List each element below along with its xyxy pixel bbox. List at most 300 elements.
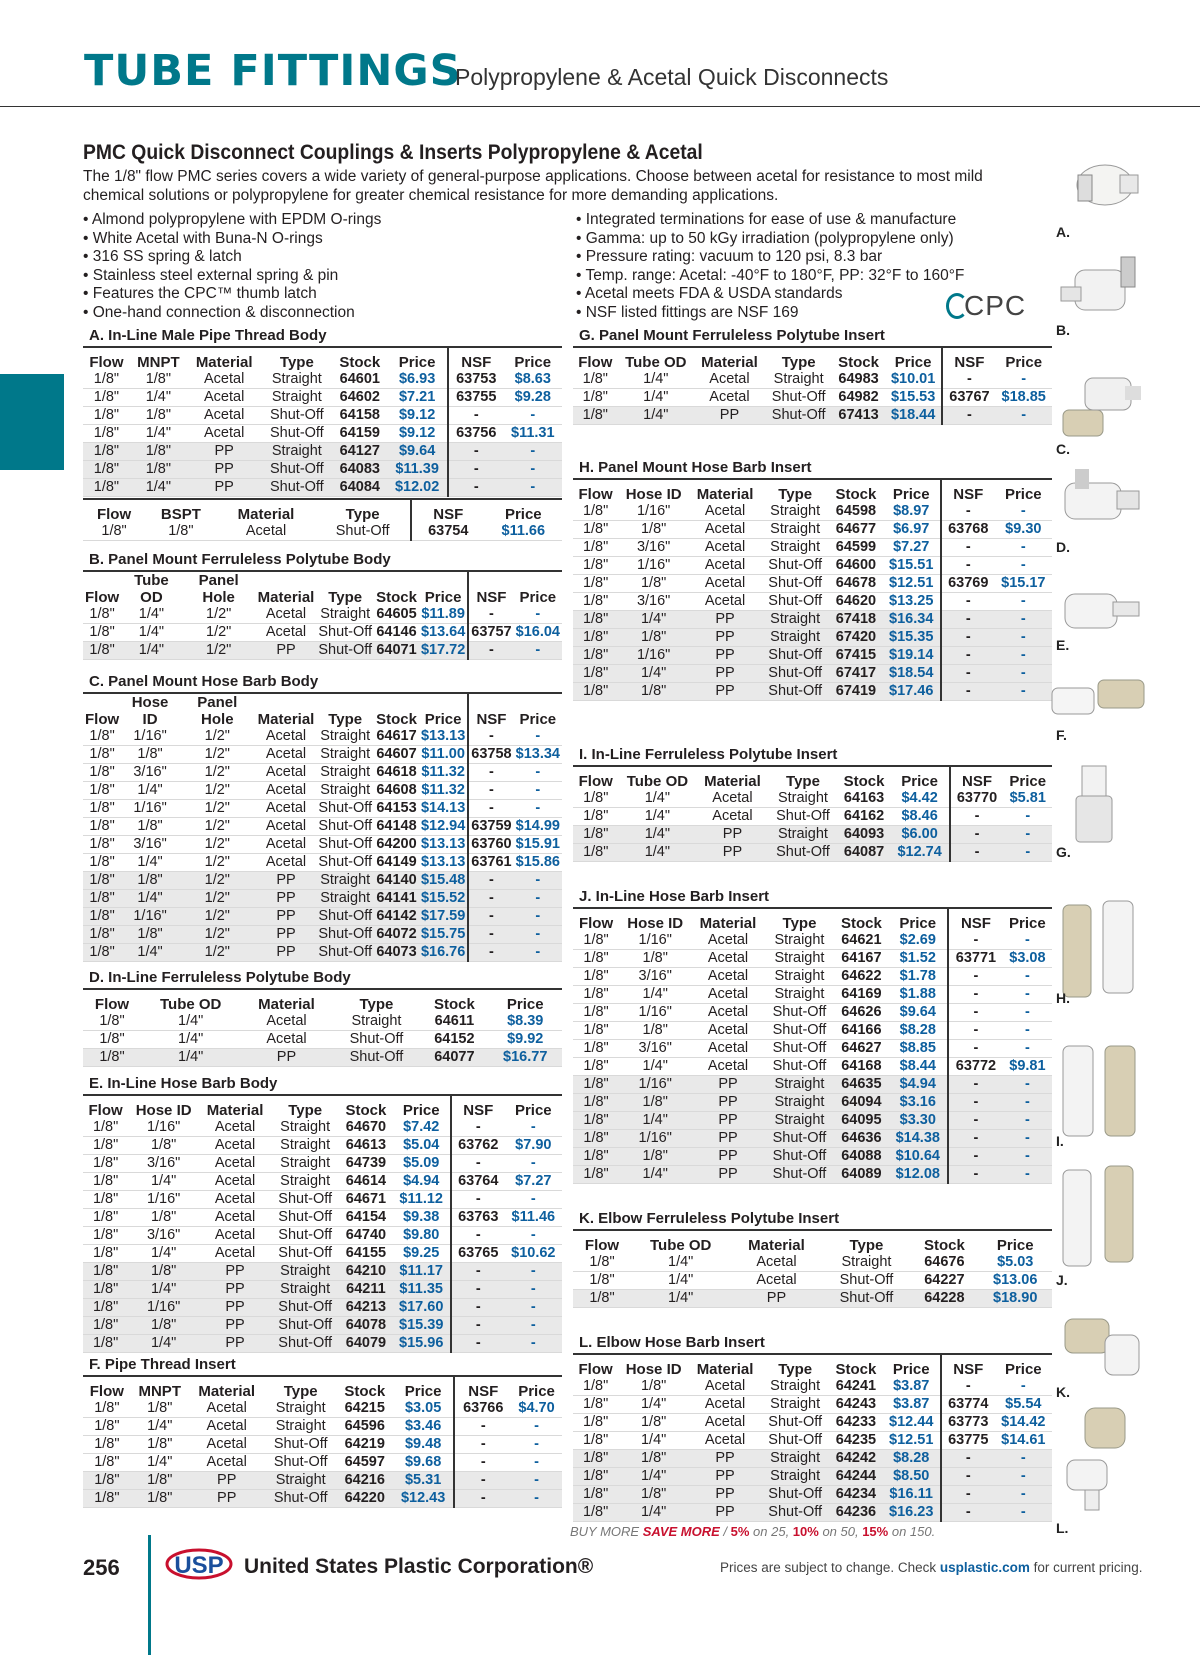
table-row: [573, 371, 1052, 389]
table-cell: Straight: [271, 1119, 339, 1137]
table-cell: -: [995, 1504, 1052, 1522]
table-row: [573, 1414, 1052, 1432]
table-cell: 1/8": [83, 764, 121, 782]
table-cell: 1/8": [83, 818, 121, 836]
table-row: [83, 1155, 562, 1173]
table-cell: -: [514, 890, 562, 908]
column-header: Price: [419, 693, 468, 728]
table-cell: Straight: [765, 932, 835, 950]
table-caption: I. In-Line Ferruleless Polytube Insert: [579, 746, 838, 763]
table-cell: $18.44: [885, 407, 943, 425]
table-cell: Acetal: [696, 790, 768, 808]
table-cell: $9.30: [995, 521, 1052, 539]
table-cell: Acetal: [199, 1137, 271, 1155]
table-cell: PP: [256, 926, 317, 944]
table-cell: 1/4": [618, 1396, 689, 1414]
table-cell: 64127: [332, 443, 387, 461]
table-cell: $15.35: [882, 629, 940, 647]
table-caption: H. Panel Mount Hose Barb Insert: [579, 459, 812, 476]
table-cell: -: [1003, 1094, 1052, 1112]
table-cell: Straight: [265, 1472, 337, 1490]
table-cell: Acetal: [691, 986, 764, 1004]
table-cell: 1/8": [83, 606, 121, 624]
table-cell: 1/8": [573, 629, 618, 647]
table-d: [83, 968, 562, 1067]
table-cell: 64611: [420, 1013, 488, 1031]
table-cell: PP: [199, 1335, 271, 1353]
table-cell: -: [468, 890, 513, 908]
table-cell: 1/8": [128, 1263, 199, 1281]
table-row: [573, 539, 1052, 557]
table-cell: 1/8": [618, 1486, 689, 1504]
table-cell: -: [505, 1335, 562, 1353]
table-cell: 1/2": [179, 872, 256, 890]
table-cell: -: [514, 926, 562, 944]
table-cell: -: [948, 1040, 1003, 1058]
table-cell: Straight: [761, 539, 829, 557]
page-number: 256: [83, 1555, 120, 1580]
table-cell: -: [454, 1490, 511, 1508]
table-cell: 1/4": [131, 1418, 189, 1436]
table-cell: -: [505, 1227, 562, 1245]
table-row: [83, 818, 562, 836]
table-cell: 64227: [910, 1272, 978, 1290]
table-cell: -: [468, 926, 513, 944]
table-row: [83, 1031, 562, 1049]
table-header-row: [573, 766, 1052, 790]
column-header: Hose ID: [618, 479, 689, 503]
column-header: Price: [995, 1354, 1052, 1378]
table-cell: Acetal: [199, 1155, 271, 1173]
table-cell: $15.96: [392, 1335, 450, 1353]
table-cell: 64220: [337, 1490, 393, 1508]
table-cell: $17.60: [392, 1299, 450, 1317]
column-header: Tube OD: [631, 1230, 730, 1254]
column-header: Type: [769, 766, 838, 790]
column-header: Flow: [83, 571, 121, 606]
table-cell: 1/4": [618, 1432, 689, 1450]
table-g: [573, 326, 1052, 425]
table-cell: PP: [189, 1490, 265, 1508]
table-cell: $5.54: [995, 1396, 1052, 1414]
table-cell: 1/8": [83, 944, 121, 962]
table-cell: 1/8": [128, 1209, 199, 1227]
table-cell: Acetal: [256, 836, 317, 854]
column-header: Stock: [337, 1376, 393, 1400]
table-cell: Straight: [316, 764, 374, 782]
table-cell: 64614: [339, 1173, 392, 1191]
table-cell: 1/8": [83, 1155, 128, 1173]
column-header: Price: [1003, 908, 1052, 932]
table-cell: $8.46: [891, 808, 950, 826]
table-row: [573, 1022, 1052, 1040]
table-cell: -: [1003, 1130, 1052, 1148]
table-cell: 1/4": [128, 1281, 199, 1299]
table-cell: -: [505, 1281, 562, 1299]
column-header: Stock: [834, 908, 888, 932]
table-cell: Acetal: [691, 1004, 764, 1022]
table-cell: 1/8": [121, 926, 179, 944]
table-cell: Shut-Off: [761, 575, 829, 593]
table-cell: Shut-Off: [318, 908, 373, 924]
table-row: [83, 443, 562, 461]
table-cell: 1/2": [179, 818, 256, 836]
table-cell: 1/8": [573, 790, 618, 808]
table-cell: 64078: [339, 1317, 392, 1335]
table-cell: 1/16": [618, 503, 689, 521]
table-cell: 1/8": [573, 826, 618, 844]
table-a2: [83, 498, 562, 541]
table-cell: 1/8": [121, 818, 179, 836]
table-cell: 1/8": [83, 854, 121, 872]
table-cell: $15.53: [885, 389, 943, 407]
table-cell: 1/8": [573, 1396, 618, 1414]
table-cell: 64596: [337, 1418, 393, 1436]
table-cell: 64152: [420, 1031, 488, 1049]
usp-logo-text: USP: [174, 1552, 224, 1579]
table-cell: 64982: [832, 389, 884, 407]
table-cell: 64210: [339, 1263, 392, 1281]
table-cell: 1/8": [83, 1263, 128, 1281]
table-cell: 64241: [829, 1378, 882, 1396]
table-cell: -: [950, 826, 1004, 844]
table-cell: -: [448, 407, 504, 425]
table-cell: 1/2": [179, 836, 256, 854]
table-cell: 63771: [948, 950, 1003, 968]
side-tab: [0, 374, 64, 470]
table-cell: PP: [689, 647, 761, 665]
table-cell: 1/8": [573, 1468, 618, 1486]
table-cell: 64598: [829, 503, 882, 521]
table-cell: Shut-Off: [761, 665, 829, 683]
table-cell: 64636: [834, 1130, 888, 1148]
table-cell: 64983: [832, 371, 884, 389]
table-cell: Straight: [271, 1137, 339, 1155]
table-cell: 63770: [950, 790, 1004, 808]
table-cell: $11.17: [392, 1263, 450, 1281]
table-cell: 1/4": [128, 1173, 199, 1191]
column-header: NSF: [451, 1095, 505, 1119]
bullet-item: • Almond polypropylene with EPDM O-rings: [83, 211, 382, 228]
table-row: [83, 624, 562, 642]
table-cell: Straight: [823, 1254, 911, 1272]
column-header: Material: [696, 766, 768, 790]
table-cell: Acetal: [256, 782, 317, 800]
table-cell: 1/8": [121, 872, 179, 890]
table-row: [573, 1432, 1052, 1450]
table-cell: -: [468, 642, 513, 660]
table-cell: Straight: [761, 629, 829, 647]
table-cell: 1/8": [618, 1450, 689, 1468]
table-row: [83, 782, 562, 800]
table-cell: PP: [199, 1299, 271, 1317]
table-cell: 1/4": [131, 1454, 189, 1472]
table-cell: 1/8": [573, 1148, 619, 1166]
table-row: [573, 1486, 1052, 1504]
buy-more-t2: on 50,: [818, 1524, 863, 1539]
table-cell: $6.97: [882, 521, 940, 539]
table-row: [573, 503, 1052, 521]
table-cell: 1/8": [619, 1094, 691, 1112]
column-header: Type: [765, 908, 835, 932]
table-cell: $9.81: [1003, 1058, 1052, 1076]
table-cell: PP: [689, 683, 761, 701]
table-cell: 1/8": [573, 557, 618, 575]
table-cell: 63765: [451, 1245, 505, 1263]
table-cell: $16.34: [882, 611, 940, 629]
table-cell: Straight: [271, 1263, 339, 1281]
table-cell: 1/8": [83, 800, 121, 818]
buy-more-note: [570, 1524, 935, 1539]
table-cell: Shut-Off: [823, 1272, 911, 1290]
table-cell: $9.80: [392, 1227, 450, 1245]
table-cell: PP: [730, 1290, 822, 1308]
table-cell: Shut-Off: [765, 1130, 835, 1148]
table-cell: 1/8": [573, 503, 618, 521]
table-row: [573, 844, 1052, 862]
table-cell: -: [505, 1317, 562, 1335]
table-cell: 1/8": [573, 1378, 618, 1396]
table-cell: PP: [256, 890, 317, 908]
table-cell: -: [514, 642, 562, 660]
table-cell: 1/8": [130, 443, 187, 461]
table-header-row: [573, 1230, 1052, 1254]
table-cell: 1/4": [631, 1254, 730, 1272]
table-cell: $15.75: [419, 926, 468, 944]
table-cell: Acetal: [691, 950, 764, 968]
table-cell: 64167: [834, 950, 888, 968]
table-cell: 64621: [834, 932, 888, 950]
table-cell: Acetal: [189, 1418, 265, 1436]
table-row: [83, 746, 562, 764]
table-cell: $14.13: [419, 800, 468, 818]
label-d: D.: [1056, 539, 1070, 555]
table-cell: 1/2": [179, 764, 256, 782]
table-row: [573, 1130, 1052, 1148]
label-e: E.: [1056, 637, 1070, 653]
table-cell: 1/8": [83, 746, 121, 764]
column-header: Price: [888, 908, 948, 932]
table-cell: 1/8": [83, 1299, 128, 1317]
table-cell: Acetal: [689, 1414, 761, 1432]
table-cell: Straight: [765, 1076, 835, 1094]
fitting-d-image: [1055, 465, 1145, 535]
table-cell: -: [995, 407, 1052, 425]
table-cell: PP: [189, 1472, 265, 1490]
table-cell: 1/8": [130, 407, 187, 425]
table-cell: 64608: [374, 782, 419, 800]
column-header: Type: [823, 1230, 911, 1254]
bullet-item: • Gamma: up to 50 kGy irradiation (polypropylene only): [576, 229, 954, 247]
table-cell: -: [941, 1486, 995, 1504]
table-cell: 64093: [837, 826, 890, 844]
table-cell: $6.00: [891, 826, 950, 844]
price-table: [83, 692, 562, 962]
table-cell: 1/8": [573, 1450, 618, 1468]
table-cell: 1/4": [619, 1058, 691, 1076]
table-cell: 64148: [374, 818, 419, 836]
table-cell: 1/4": [121, 782, 179, 800]
table-cell: 1/8": [573, 1040, 619, 1058]
table-cell: 1/4": [121, 624, 182, 642]
price-table: [573, 765, 1052, 862]
table-caption: G. Panel Mount Ferruleless Polytube Insert: [579, 327, 885, 344]
table-cell: 1/4": [618, 790, 696, 808]
column-header: Price: [514, 571, 562, 606]
table-cell: 1/8": [83, 1454, 131, 1472]
table-cell: -: [995, 539, 1052, 557]
table-cell: Acetal: [256, 818, 317, 836]
table-cell: 64605: [374, 606, 419, 624]
table-j: [573, 887, 1052, 1184]
table-cell: 1/4": [619, 986, 691, 1004]
table-cell: 3/16": [618, 593, 689, 611]
table-cell: 64079: [339, 1335, 392, 1353]
table-cell: 64677: [829, 521, 882, 539]
table-cell: -: [454, 1418, 511, 1436]
table-cell: 1/8": [618, 629, 689, 647]
table-cell: Acetal: [689, 575, 761, 593]
table-cell: Acetal: [691, 1022, 764, 1040]
table-cell: -: [995, 665, 1052, 683]
table-cell: Shut-Off: [271, 1299, 339, 1317]
table-cell: PP: [691, 1094, 764, 1112]
table-row: [83, 1299, 562, 1317]
column-header: Price: [1003, 766, 1052, 790]
table-cell: Acetal: [256, 746, 317, 764]
table-cell: $18.85: [995, 389, 1052, 407]
table-cell: Straight: [271, 1155, 339, 1173]
table-cell: Shut-Off: [765, 1022, 835, 1040]
table-cell: PP: [691, 1112, 764, 1130]
price-table: [573, 1353, 1052, 1522]
fitting-f-image: [1048, 672, 1148, 727]
table-cell: -: [448, 461, 504, 479]
table-cell: -: [504, 407, 562, 425]
column-header: Tube OD: [618, 766, 696, 790]
table-cell: -: [995, 1450, 1052, 1468]
table-cell: $16.04: [514, 624, 562, 642]
table-cell: 64236: [829, 1504, 882, 1522]
table-row: [83, 1013, 562, 1031]
table-cell: $11.66: [485, 523, 562, 541]
table-cell: 1/4": [618, 844, 696, 862]
column-header: Type: [265, 1376, 337, 1400]
table-cell: 1/8": [83, 908, 121, 926]
table-cell: $16.77: [488, 1049, 562, 1067]
section-title: PMC Quick Disconnect Couplings & Inserts Polypropylene & Acetal: [83, 141, 703, 164]
table-cell: -: [941, 683, 995, 701]
table-cell: 63762: [451, 1137, 505, 1155]
table-cell: PP: [689, 1450, 761, 1468]
table-row: [573, 986, 1052, 1004]
column-header: Flow: [573, 766, 618, 790]
table-row: [573, 1004, 1052, 1022]
table-cell: 1/8": [83, 782, 121, 800]
table-row: [83, 407, 562, 425]
table-cell: 3/16": [121, 764, 179, 782]
table-cell: $11.35: [392, 1281, 450, 1299]
bullet-item: • Pressure rating: vacuum to 120 psi, 8.3 bar: [576, 248, 883, 265]
table-cell: 1/4": [121, 890, 179, 908]
column-header: Price: [882, 1354, 940, 1378]
column-header: Price: [485, 499, 562, 523]
table-row: [573, 1148, 1052, 1166]
table-cell: Acetal: [691, 932, 764, 950]
table-cell: 1/4": [121, 606, 182, 624]
table-cell: -: [1003, 1166, 1052, 1184]
table-cell: 64617: [374, 728, 419, 746]
table-cell: -: [942, 371, 995, 389]
table-cell: Straight: [761, 611, 829, 629]
table-cell: -: [1003, 808, 1052, 826]
table-cell: 1/8": [83, 1245, 128, 1263]
table-row: [83, 908, 562, 926]
table-row: [83, 1454, 562, 1472]
table-cell: -: [468, 872, 513, 890]
table-cell: PP: [187, 479, 262, 497]
table-cell: $7.21: [387, 389, 448, 407]
table-cell: Shut-Off: [318, 800, 373, 816]
table-cell: 1/16": [121, 728, 179, 746]
table-cell: 64159: [332, 425, 387, 443]
table-cell: -: [454, 1472, 511, 1490]
table-row: [573, 1272, 1052, 1290]
table-row: [573, 647, 1052, 665]
table-cell: $11.31: [504, 425, 562, 443]
table-cell: -: [941, 1378, 995, 1396]
table-cell: Straight: [261, 443, 332, 461]
table-cell: Acetal: [691, 1058, 764, 1076]
table-cell: Acetal: [256, 764, 317, 782]
table-cell: -: [451, 1317, 505, 1335]
table-cell: 67418: [829, 611, 882, 629]
buy-more-t1: on 25,: [749, 1524, 793, 1539]
column-header: Flow: [573, 347, 618, 371]
table-row: [573, 1378, 1052, 1396]
website-link[interactable]: usplastic.com: [939, 1560, 1030, 1575]
column-header: Hose ID: [128, 1095, 199, 1119]
table-cell: -: [504, 443, 562, 461]
table-row: [573, 1094, 1052, 1112]
table-caption: J. In-Line Hose Barb Insert: [579, 888, 770, 905]
table-cell: 1/8": [83, 1400, 131, 1418]
table-cell: 64155: [339, 1245, 392, 1263]
table-cell: 64242: [829, 1450, 882, 1468]
fitting-b-image: [1055, 252, 1145, 327]
table-cell: Shut-Off: [261, 461, 332, 479]
table-row: [83, 1472, 562, 1490]
table-cell: 64607: [374, 746, 419, 764]
column-header: NSF: [948, 908, 1003, 932]
table-cell: $11.32: [419, 782, 468, 800]
table-cell: Acetal: [187, 407, 262, 425]
table-row: [573, 968, 1052, 986]
table-cell: -: [1003, 968, 1052, 986]
table-cell: 1/8": [618, 1414, 689, 1432]
table-cell: 64071: [374, 642, 419, 660]
table-cell: PP: [691, 1130, 764, 1148]
bullet-item: • 316 SS spring & latch: [83, 248, 242, 265]
table-cell: 1/8": [573, 1432, 618, 1450]
table-cell: 1/8": [573, 575, 618, 593]
price-table: [83, 1094, 562, 1353]
table-cell: $9.64: [888, 1004, 948, 1022]
table-cell: 1/2": [179, 728, 256, 746]
table-cell: $15.86: [514, 854, 562, 872]
table-cell: $8.63: [504, 371, 562, 389]
table-row: [83, 1227, 562, 1245]
